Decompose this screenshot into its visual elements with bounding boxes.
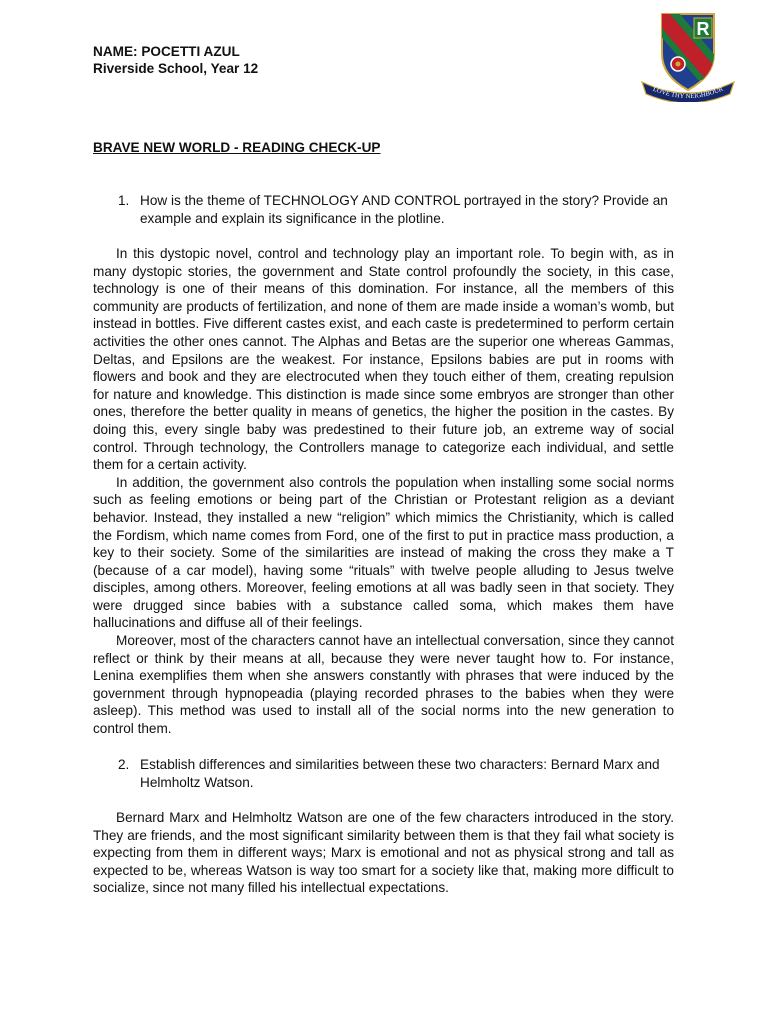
student-header bbox=[93, 43, 258, 77]
rose-center-icon bbox=[676, 62, 681, 67]
question-number: 2. bbox=[118, 757, 130, 772]
question-1 bbox=[93, 192, 674, 227]
answer-paragraph: In this dystopic novel, control and technology play an important role. To begin with, as in many dystopic stories, the government and State control profoundly the society, in this case, technology is one of their means of this domination. For instance, all the members of this community are products of fertilization, and none of them are made inside a woman’s womb, but instead in bottles. Five different castes exist, and each caste is predetermined to perform certain activities the other ones cannot. The Alphas and Betas are the superior one whereas Gammas, Deltas, and Epsilons are the weakest. For instance, Epsilons babies are put in rooms with flowers and book and they are electrocuted when they touch either of them, creating repulsion for nature and knowledge. This distinction is made since some embryos are stronger than other ones, therefore the better quality in means of genetics, the higher the position in the castes. By doing this, every single baby was predestined to their future job, an extreme way of social control. Through technology, the Controllers manage to categorize each individual, and settle them for a certain activity. bbox=[93, 246, 674, 473]
answer-paragraph: In addition, the government also controls the population when installing some social norms such as feeling emotions or being part of the Christian or Protestant religion as a deviant behavior. Instead, they installed a new “religion” which mimics the Christianity, which is called the Fordism, which name comes from Ford, one of the first to put in practice mass production, a key to their society. Some of the similarities are instead of making the cross they make a T (because of a car model), having some “rituals” with twelve people alluding to Jesus twelve disciples, among others. Moreover, feeling emotions at all was badly seen in that society. They were drugged since babies with a substance called soma, which makes them have hallucinations and diffuse all of their feelings. bbox=[93, 474, 674, 631]
crest-motto: LOVE THY NEIGHBOUR bbox=[651, 85, 725, 100]
page-title: BRAVE NEW WORLD - READING CHECK-UP bbox=[93, 140, 381, 155]
answer-paragraph: Bernard Marx and Helmholtz Watson are one of the few characters introduced in the story. They are friends, and the most significant similarity between them is that they fail what society is expecting from them in different ways; Marx is emotional and not as physical strong and tall as expected to be, whereas Watson is way too smart for a society like that, making more difficult to socialize, since not many filled his intellectual expectations. bbox=[93, 810, 674, 896]
school-crest-logo bbox=[640, 10, 736, 102]
answer-1 bbox=[93, 245, 674, 738]
question-2 bbox=[93, 756, 674, 791]
answer-2 bbox=[93, 809, 674, 897]
student-name: NAME: POCETTI AZUL bbox=[93, 44, 240, 59]
school-year: Riverside School, Year 12 bbox=[93, 61, 259, 76]
question-number: 1. bbox=[118, 193, 130, 208]
answer-paragraph: Moreover, most of the characters cannot have an intellectual conversation, since they cannot reflect or think by their means at all, because they were never taught how to. For instance, Lenina exemplifies them when she answers constantly with phrases that were induced by the government through hypnopeadia (playing recorded phrases to the babies when they were asleep). This method was used to install all of the social norms into the new generation to control them. bbox=[93, 633, 674, 737]
crest-letter: R bbox=[696, 19, 710, 39]
question-text: Establish differences and similarities between these two characters: Bernard Marx and Helmholtz Watson. bbox=[140, 757, 660, 790]
question-text: How is the theme of TECHNOLOGY AND CONTROL portrayed in the story? Provide an example and explain its significance in the plotline. bbox=[140, 193, 668, 226]
